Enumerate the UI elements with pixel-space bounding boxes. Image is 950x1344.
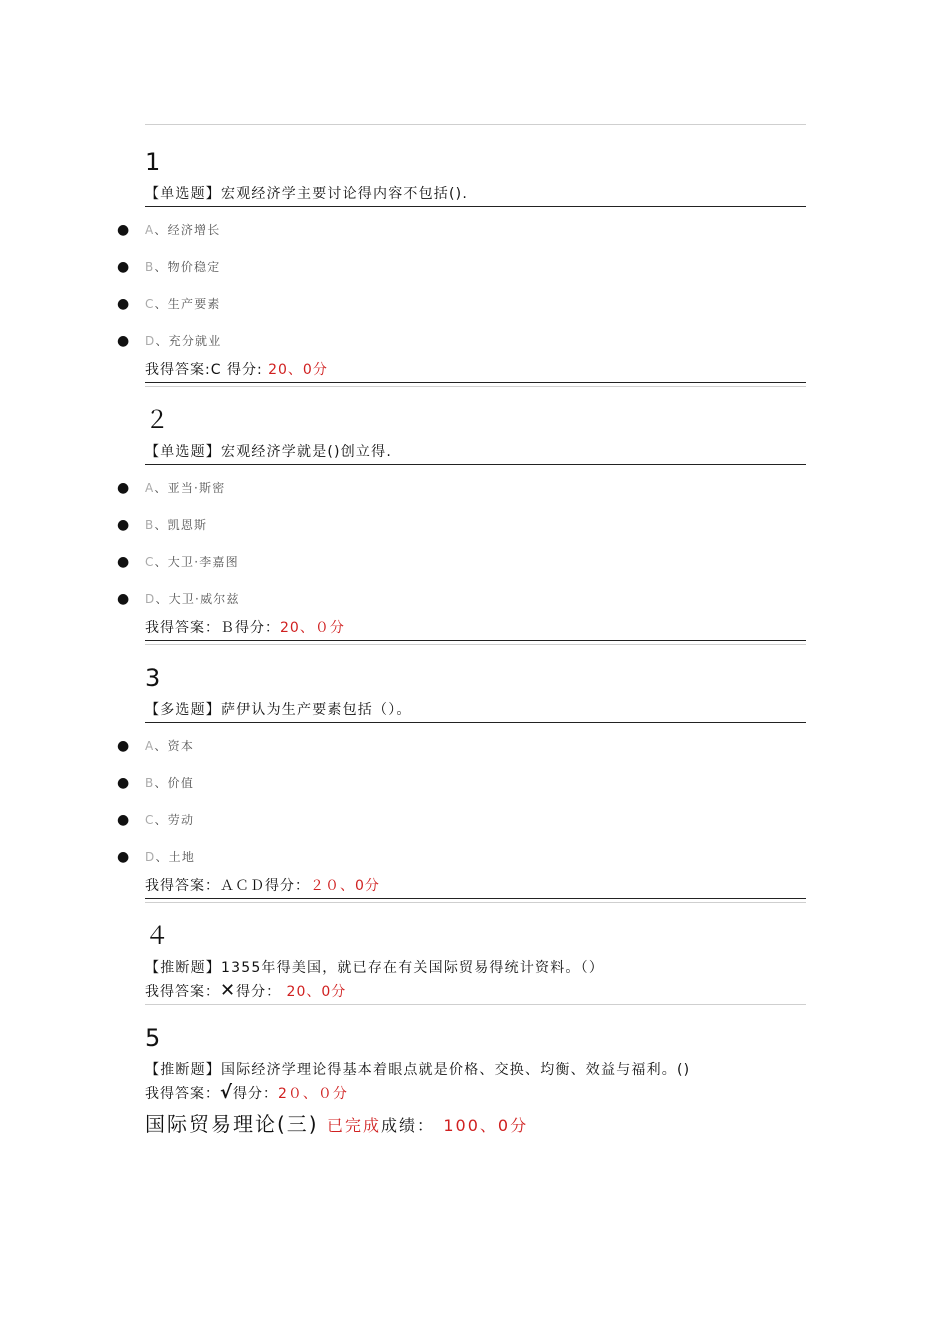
my-answer: 我得答案：✕得分： 20、0分 bbox=[145, 980, 347, 1001]
bullet-icon: ● bbox=[117, 812, 131, 828]
option-c[interactable]: ● C、生产要素 bbox=[145, 286, 806, 323]
my-answer: 我得答案:C 得分: 20、0分 bbox=[145, 360, 806, 383]
bullet-icon: ● bbox=[117, 738, 131, 754]
section-summary: 国际贸易理论(三) 已完成成绩： 100、0分 bbox=[145, 1112, 529, 1136]
score: 20、０分 bbox=[280, 620, 345, 636]
option-d[interactable]: ● D、充分就业 bbox=[145, 323, 806, 360]
option-list bbox=[117, 728, 806, 876]
option-b[interactable]: ● B、凯恩斯 bbox=[145, 507, 806, 544]
check-mark-icon: √ bbox=[220, 1082, 234, 1103]
question-text: 【推断题】1355年得美国，就已存在有关国际贸易得统计资料。（） bbox=[145, 960, 605, 976]
question-3 bbox=[117, 663, 806, 903]
option-b[interactable]: ● B、物价稳定 bbox=[145, 249, 806, 286]
question-number: 1 bbox=[145, 148, 161, 176]
question-text: 【单选题】宏观经济学就是()创立得. bbox=[145, 441, 806, 465]
wrong-mark-icon: ✕ bbox=[220, 980, 237, 1001]
total-grade: 100、0分 bbox=[443, 1116, 529, 1135]
option-list bbox=[117, 470, 806, 618]
option-c[interactable]: ● C、劳动 bbox=[145, 802, 806, 839]
option-c[interactable]: ● C、大卫·李嘉图 bbox=[145, 544, 806, 581]
score: ２０、0分 bbox=[310, 878, 380, 894]
divider bbox=[145, 1004, 806, 1005]
bullet-icon: ● bbox=[117, 517, 131, 533]
question-text: 【推断题】国际经济学理论得基本着眼点就是价格、交换、均衡、效益与福利。() bbox=[145, 1062, 691, 1078]
quiz-page bbox=[117, 124, 806, 1137]
question-2 bbox=[117, 405, 806, 645]
option-a[interactable]: ● A、经济增长 bbox=[145, 212, 806, 249]
question-number: ４ bbox=[145, 922, 169, 950]
option-d[interactable]: ● D、大卫·威尔兹 bbox=[145, 581, 806, 618]
bullet-icon: ● bbox=[117, 849, 131, 865]
my-answer: 我得答案：Ｂ得分：20、０分 bbox=[145, 618, 806, 641]
bullet-icon: ● bbox=[117, 333, 131, 349]
option-b[interactable]: ● B、价值 bbox=[145, 765, 806, 802]
divider bbox=[145, 644, 806, 645]
option-list bbox=[117, 212, 806, 360]
bullet-icon: ● bbox=[117, 775, 131, 791]
question-text: 【多选题】萨伊认为生产要素包括（）。 bbox=[145, 699, 806, 723]
question-number: 3 bbox=[145, 664, 161, 692]
question-text: 【单选题】宏观经济学主要讨论得内容不包括(). bbox=[145, 183, 806, 207]
bullet-icon: ● bbox=[117, 296, 131, 312]
question-number: ２ bbox=[145, 406, 169, 434]
bullet-icon: ● bbox=[117, 554, 131, 570]
question-number: 5 bbox=[145, 1024, 161, 1052]
status-text: 已完成 bbox=[326, 1116, 381, 1135]
option-a[interactable]: ● A、亚当·斯密 bbox=[145, 470, 806, 507]
question-5 bbox=[145, 1023, 806, 1106]
my-answer: 我得答案：ＡＣＤ得分：２０、0分 bbox=[145, 876, 806, 899]
option-d[interactable]: ● D、土地 bbox=[145, 839, 806, 876]
bullet-icon: ● bbox=[117, 591, 131, 607]
bullet-icon: ● bbox=[117, 222, 131, 238]
divider bbox=[145, 386, 806, 387]
bullet-icon: ● bbox=[117, 480, 131, 496]
section-title: 国际贸易理论(三) bbox=[145, 1112, 319, 1136]
question-1 bbox=[117, 147, 806, 387]
divider bbox=[145, 902, 806, 903]
top-divider bbox=[145, 124, 806, 125]
option-a[interactable]: ● A、资本 bbox=[145, 728, 806, 765]
my-answer: 我得答案：√得分：2０、０分 bbox=[145, 1082, 348, 1103]
score: 2０、０分 bbox=[278, 1086, 348, 1102]
bullet-icon: ● bbox=[117, 259, 131, 275]
score: 20、0分 bbox=[286, 984, 347, 1000]
question-4 bbox=[145, 921, 806, 1005]
score: 20、0分 bbox=[268, 362, 328, 378]
